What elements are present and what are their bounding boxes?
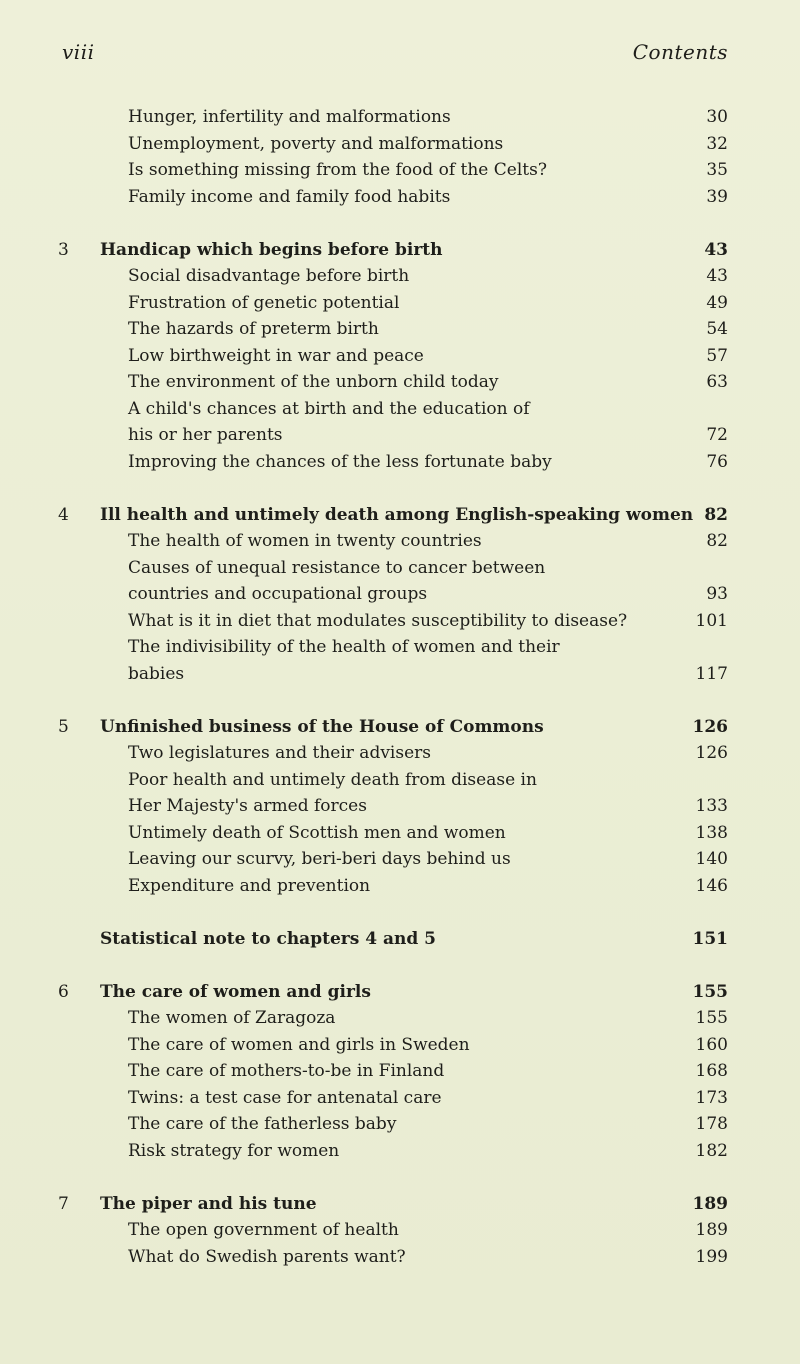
- page-number: 168: [695, 1061, 728, 1081]
- entry-title: his or her parents: [128, 425, 283, 445]
- entry-title: A child's chances at birth and the education of: [128, 398, 530, 419]
- entry-title: The women of Zaragoza: [128, 1008, 336, 1028]
- page-number: 199: [695, 1246, 728, 1267]
- entry-title: Is something missing from the food of the Celts?: [128, 160, 547, 180]
- page-number: 49: [706, 292, 728, 313]
- toc-chapter-entry: [0, 979, 800, 1006]
- toc-section-entry: [0, 449, 800, 476]
- entry-title: The indivisibility of the health of women and their: [128, 637, 560, 657]
- toc-chapter-entry: [0, 714, 800, 741]
- page-folio: viii: [62, 40, 95, 64]
- entry-title: The environment of the unborn child today: [128, 372, 499, 392]
- table-of-contents: [0, 104, 800, 1270]
- toc-section-entry: [0, 1244, 800, 1271]
- entry-title: Low birthweight in war and peace: [128, 345, 424, 366]
- page-number: 63: [706, 372, 728, 392]
- section-gap: [0, 687, 800, 714]
- page-number: 30: [706, 107, 728, 127]
- entry-title: Two legislatures and their advisers: [128, 743, 432, 763]
- running-title: Contents: [632, 40, 728, 64]
- page-number: 76: [706, 451, 728, 472]
- page-number: 146: [695, 875, 728, 896]
- entry-title: Family income and family food habits: [128, 186, 451, 207]
- entry-title: Causes of unequal resistance to cancer between: [128, 557, 546, 578]
- toc-chapter-entry: [0, 1191, 800, 1218]
- toc-chapter-entry: [0, 237, 800, 264]
- page-number: 43: [704, 239, 728, 260]
- entry-title: Untimely death of Scottish men and women: [128, 822, 506, 843]
- entry-title: Unemployment, poverty and malformations: [128, 133, 504, 154]
- toc-section-entry: [0, 661, 800, 688]
- section-gap: [0, 475, 800, 502]
- page-number: 82: [706, 531, 728, 551]
- entry-title: The care of women and girls in Sweden: [128, 1034, 470, 1055]
- page-number: 82: [704, 504, 728, 525]
- page-number: 54: [706, 319, 728, 339]
- page-number: 140: [695, 849, 728, 869]
- entry-title: The care of mothers-to-be in Finland: [128, 1061, 445, 1081]
- entry-title: The health of women in twenty countries: [128, 531, 482, 551]
- toc-section-entry: [0, 740, 800, 767]
- page-number: 101: [695, 610, 728, 631]
- entry-title: The hazards of preterm birth: [128, 319, 379, 339]
- toc-section-entry: [0, 1005, 800, 1032]
- section-gap: [0, 1164, 800, 1191]
- toc-chapter-entry: [0, 502, 800, 529]
- page-number: 133: [695, 796, 728, 816]
- toc-section-entry: [0, 1111, 800, 1138]
- chapter-number: 7: [58, 1193, 69, 1214]
- page-number: 189: [695, 1220, 728, 1240]
- toc-section-entry: [0, 263, 800, 290]
- page-number: 39: [706, 186, 728, 207]
- page-number: 117: [695, 663, 728, 684]
- page-number: 93: [706, 584, 728, 604]
- entry-title: Social disadvantage before birth: [128, 266, 410, 286]
- entry-title: Twins: a test case for antenatal care: [128, 1087, 442, 1108]
- page-number: 43: [706, 266, 728, 286]
- page-number: 182: [695, 1140, 728, 1161]
- entry-title: Statistical note to chapters 4 and 5: [100, 928, 436, 949]
- entry-title: Hunger, infertility and malformations: [128, 107, 451, 127]
- chapter-number: 4: [58, 504, 69, 525]
- entry-title: Poor health and untimely death from disease in: [128, 769, 537, 790]
- entry-title: What do Swedish parents want?: [128, 1246, 406, 1267]
- entry-title: Her Majesty's armed forces: [128, 796, 367, 816]
- toc-section-entry: [0, 820, 800, 847]
- toc-section-entry: [0, 1138, 800, 1165]
- page-number: 178: [695, 1114, 728, 1134]
- section-gap: [0, 952, 800, 979]
- toc-section-entry: [0, 555, 800, 582]
- toc-chapter-entry: [0, 926, 800, 953]
- toc-section-entry: [0, 793, 800, 820]
- toc-section-entry: [0, 131, 800, 158]
- entry-title: Expenditure and prevention: [128, 875, 371, 896]
- toc-section-entry: [0, 634, 800, 661]
- page-number: 155: [692, 981, 728, 1002]
- toc-section-entry: [0, 1085, 800, 1112]
- toc-section-entry: [0, 422, 800, 449]
- entry-title: babies: [128, 663, 185, 684]
- toc-section-entry: [0, 343, 800, 370]
- page-number: 189: [692, 1193, 728, 1214]
- entry-title: Ill health and untimely death among English-speaking women: [100, 504, 694, 525]
- page-number: 160: [695, 1034, 728, 1055]
- toc-section-entry: [0, 316, 800, 343]
- entry-title: The care of the fatherless baby: [128, 1114, 397, 1134]
- toc-section-entry: [0, 104, 800, 131]
- toc-section-entry: [0, 1032, 800, 1059]
- entry-title: Risk strategy for women: [128, 1140, 340, 1161]
- page-number: 57: [706, 345, 728, 366]
- entry-title: Improving the chances of the less fortunate baby: [128, 451, 552, 472]
- section-gap: [0, 210, 800, 237]
- toc-section-entry: [0, 581, 800, 608]
- chapter-number: 5: [58, 716, 69, 737]
- entry-title: What is it in diet that modulates susceptibility to disease?: [128, 610, 628, 631]
- toc-section-entry: [0, 369, 800, 396]
- page-number: 35: [706, 160, 728, 180]
- page-number: 126: [695, 743, 728, 763]
- chapter-number: 3: [58, 239, 69, 260]
- toc-section-entry: [0, 1058, 800, 1085]
- page-number: 173: [695, 1087, 728, 1108]
- entry-title: Frustration of genetic potential: [128, 292, 400, 313]
- entry-title: countries and occupational groups: [128, 584, 428, 604]
- page-number: 72: [706, 425, 728, 445]
- toc-section-entry: [0, 157, 800, 184]
- entry-title: Handicap which begins before birth: [100, 239, 443, 260]
- section-gap: [0, 899, 800, 926]
- page-number: 126: [692, 716, 728, 737]
- page-number: 151: [692, 928, 728, 949]
- entry-title: The care of women and girls: [100, 981, 371, 1002]
- entry-title: The open government of health: [128, 1220, 399, 1240]
- toc-section-entry: [0, 846, 800, 873]
- toc-section-entry: [0, 396, 800, 423]
- page-number: 138: [695, 822, 728, 843]
- page-number: 155: [695, 1008, 728, 1028]
- chapter-number: 6: [58, 981, 69, 1002]
- entry-title: Leaving our scurvy, beri-beri days behind us: [128, 849, 511, 869]
- entry-title: Unfinished business of the House of Commons: [100, 716, 544, 737]
- page-number: 32: [706, 133, 728, 154]
- toc-section-entry: [0, 528, 800, 555]
- entry-title: The piper and his tune: [100, 1193, 317, 1214]
- toc-section-entry: [0, 608, 800, 635]
- toc-section-entry: [0, 290, 800, 317]
- toc-section-entry: [0, 184, 800, 211]
- toc-section-entry: [0, 873, 800, 900]
- toc-section-entry: [0, 767, 800, 794]
- toc-section-entry: [0, 1217, 800, 1244]
